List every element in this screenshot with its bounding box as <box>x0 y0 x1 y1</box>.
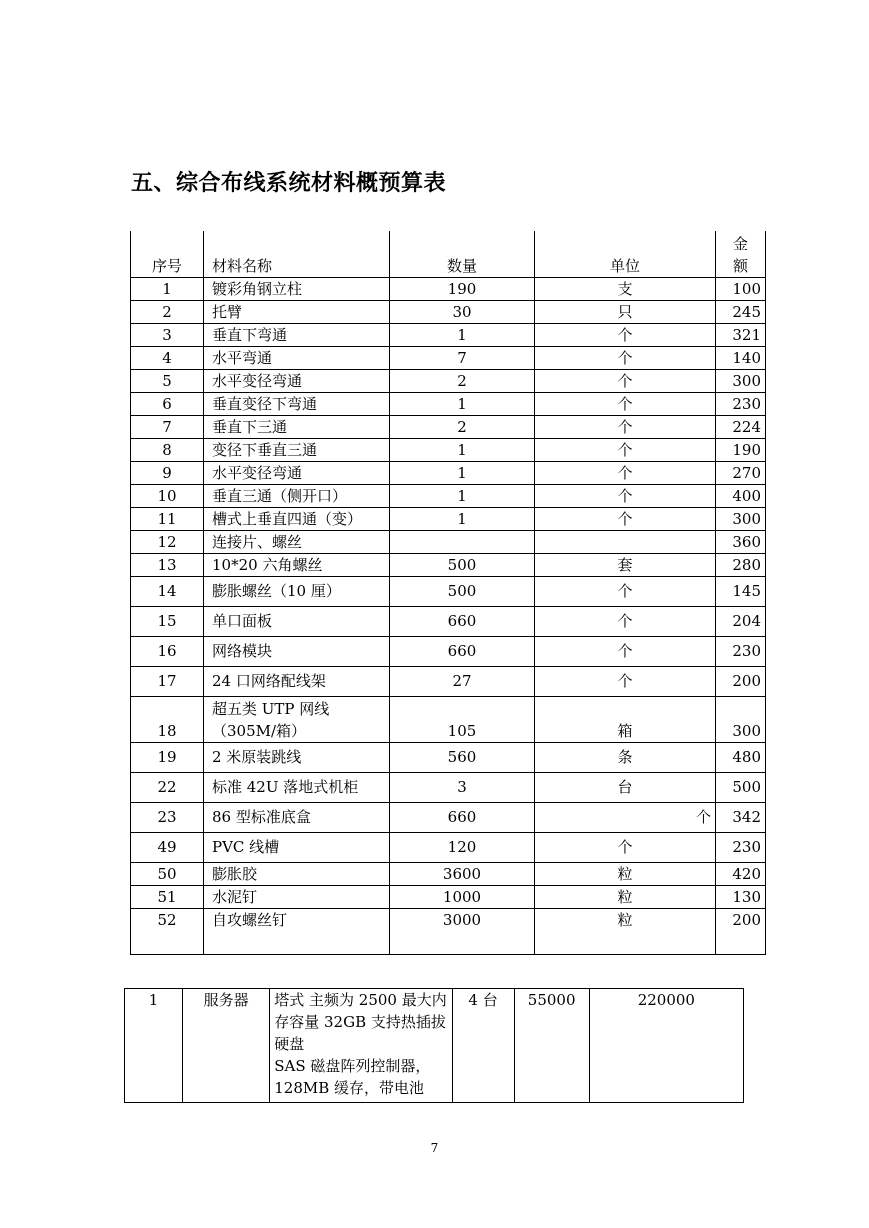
cell-seq: 1 <box>131 277 204 300</box>
cell-qty: 2 <box>390 415 535 438</box>
cell-unit: 个 <box>535 438 716 461</box>
cell-qty: 1 <box>390 392 535 415</box>
cell-qty: 27 <box>390 666 535 696</box>
cell-unit: 条 <box>535 742 716 772</box>
cell-name: 水平变径弯通 <box>204 369 390 392</box>
cell-seq: 16 <box>131 636 204 666</box>
cell-unit: 个 <box>535 415 716 438</box>
header-seq: 序号 <box>131 231 204 277</box>
cell-name: 水平变径弯通 <box>204 461 390 484</box>
server-qty: 4 台 <box>452 989 514 1103</box>
cell-name: 水平弯通 <box>204 346 390 369</box>
cell-amount: 420 <box>716 862 766 885</box>
cell-amount: 360 <box>716 530 766 553</box>
cell-amount: 224 <box>716 415 766 438</box>
cell-qty: 500 <box>390 576 535 606</box>
cell-unit: 个 <box>535 484 716 507</box>
server-spec: 塔式 主频为 2500 最大内存容量 32GB 支持热插拔硬盘 SAS 磁盘阵列控制器，128MB 缓存，带电池 <box>270 989 452 1103</box>
cell-name: 2 米原装跳线 <box>204 742 390 772</box>
table-row <box>131 392 766 415</box>
cell-qty: 120 <box>390 832 535 862</box>
cell-unit: 个 <box>535 346 716 369</box>
cell-seq: 7 <box>131 415 204 438</box>
cell-seq: 11 <box>131 507 204 530</box>
cell-amount: 204 <box>716 606 766 636</box>
cell-amount: 245 <box>716 300 766 323</box>
cell-seq: 17 <box>131 666 204 696</box>
header-qty: 数量 <box>390 231 535 277</box>
cell-name: 网络模块 <box>204 636 390 666</box>
cell-qty: 3 <box>390 772 535 802</box>
cell-unit: 只 <box>535 300 716 323</box>
cell-unit: 支 <box>535 277 716 300</box>
cell-seq: 8 <box>131 438 204 461</box>
table-row <box>131 277 766 300</box>
cell-seq: 12 <box>131 530 204 553</box>
cell-unit: 台 <box>535 772 716 802</box>
cell-seq: 9 <box>131 461 204 484</box>
table-row <box>131 438 766 461</box>
cell-name: PVC 线槽 <box>204 832 390 862</box>
table-row <box>131 461 766 484</box>
cell-amount: 342 <box>716 802 766 832</box>
cell-amount: 130 <box>716 885 766 908</box>
cell-seq: 6 <box>131 392 204 415</box>
table-row <box>131 832 766 862</box>
cell-name: 变径下垂直三通 <box>204 438 390 461</box>
cell-qty: 1 <box>390 323 535 346</box>
cell-unit: 个 <box>535 392 716 415</box>
cell-amount: 145 <box>716 576 766 606</box>
cell-name: 镀彩角钢立柱 <box>204 277 390 300</box>
page-title: 五、综合布线系统材料概预算表 <box>131 171 447 196</box>
cell-name: 垂直三通（侧开口） <box>204 484 390 507</box>
cell-unit: 个 <box>535 323 716 346</box>
table-row <box>131 802 766 832</box>
cell-unit: 个 <box>535 832 716 862</box>
header-amount: 金 额 <box>716 231 766 277</box>
cell-seq: 3 <box>131 323 204 346</box>
cell-amount: 400 <box>716 484 766 507</box>
cell-qty: 105 <box>390 696 535 742</box>
table-row <box>131 885 766 908</box>
cell-name: 标准 42U 落地式机柜 <box>204 772 390 802</box>
cell-unit: 个 <box>535 507 716 530</box>
cell-amount: 100 <box>716 277 766 300</box>
cell-amount: 270 <box>716 461 766 484</box>
table-row <box>131 862 766 885</box>
cell-unit: 个 <box>535 666 716 696</box>
table-row <box>131 606 766 636</box>
cell-amount: 280 <box>716 553 766 576</box>
cell-seq: 15 <box>131 606 204 636</box>
server-table <box>124 988 744 1103</box>
cell-seq: 22 <box>131 772 204 802</box>
cell-qty: 660 <box>390 636 535 666</box>
cell-unit: 个 <box>535 369 716 392</box>
table-row <box>131 666 766 696</box>
cell-name: 槽式上垂直四通（变） <box>204 507 390 530</box>
cell-name: 10*20 六角螺丝 <box>204 553 390 576</box>
cell-amount: 300 <box>716 507 766 530</box>
cell-unit: 粒 <box>535 862 716 885</box>
cell-unit: 粒 <box>535 885 716 908</box>
cell-amount: 230 <box>716 832 766 862</box>
server-name: 服务器 <box>183 989 270 1103</box>
cell-seq: 10 <box>131 484 204 507</box>
cell-seq: 51 <box>131 885 204 908</box>
table-row <box>131 323 766 346</box>
cell-name: 单口面板 <box>204 606 390 636</box>
table-row <box>131 742 766 772</box>
table-row <box>131 696 766 742</box>
cell-qty: 500 <box>390 553 535 576</box>
table-row <box>131 530 766 553</box>
table-row <box>131 636 766 666</box>
cell-amount: 200 <box>716 666 766 696</box>
materials-table <box>130 231 766 955</box>
cell-amount: 140 <box>716 346 766 369</box>
cell-seq: 13 <box>131 553 204 576</box>
cell-qty: 3000 <box>390 908 535 954</box>
cell-seq: 2 <box>131 300 204 323</box>
cell-qty: 1000 <box>390 885 535 908</box>
page-number: 7 <box>430 1141 439 1155</box>
cell-seq: 18 <box>131 696 204 742</box>
cell-qty: 660 <box>390 606 535 636</box>
cell-amount: 230 <box>716 392 766 415</box>
cell-name: 垂直变径下弯通 <box>204 392 390 415</box>
table-row <box>131 507 766 530</box>
cell-name: 垂直下弯通 <box>204 323 390 346</box>
cell-qty: 1 <box>390 438 535 461</box>
server-total: 220000 <box>589 989 743 1103</box>
table-row <box>131 369 766 392</box>
table-row <box>131 346 766 369</box>
cell-qty: 30 <box>390 300 535 323</box>
cell-seq: 23 <box>131 802 204 832</box>
cell-qty <box>390 530 535 553</box>
cell-unit: 个 <box>535 461 716 484</box>
cell-qty: 560 <box>390 742 535 772</box>
cell-seq: 4 <box>131 346 204 369</box>
cell-amount: 190 <box>716 438 766 461</box>
cell-unit: 个 <box>535 576 716 606</box>
cell-amount: 200 <box>716 908 766 954</box>
header-unit: 单位 <box>535 231 716 277</box>
cell-amount: 230 <box>716 636 766 666</box>
table-row <box>131 300 766 323</box>
cell-name: 膨胀螺丝（10 厘） <box>204 576 390 606</box>
cell-unit <box>535 530 716 553</box>
cell-seq: 14 <box>131 576 204 606</box>
table-row <box>131 772 766 802</box>
cell-amount: 321 <box>716 323 766 346</box>
cell-seq: 50 <box>131 862 204 885</box>
cell-name: 膨胀胶 <box>204 862 390 885</box>
cell-unit: 个 <box>535 636 716 666</box>
cell-qty: 7 <box>390 346 535 369</box>
cell-unit: 个 <box>535 802 716 832</box>
cell-qty: 3600 <box>390 862 535 885</box>
cell-qty: 1 <box>390 461 535 484</box>
cell-name: 垂直下三通 <box>204 415 390 438</box>
cell-unit: 箱 <box>535 696 716 742</box>
cell-qty: 1 <box>390 507 535 530</box>
server-unit-price: 55000 <box>514 989 589 1103</box>
cell-unit: 粒 <box>535 908 716 954</box>
cell-unit: 个 <box>535 606 716 636</box>
cell-seq: 49 <box>131 832 204 862</box>
table-row <box>131 484 766 507</box>
table-row <box>131 576 766 606</box>
cell-name: 托臂 <box>204 300 390 323</box>
cell-name: 24 口网络配线架 <box>204 666 390 696</box>
cell-qty: 660 <box>390 802 535 832</box>
table-row <box>125 989 744 1103</box>
cell-qty: 1 <box>390 484 535 507</box>
cell-amount: 300 <box>716 369 766 392</box>
cell-amount: 300 <box>716 696 766 742</box>
cell-seq: 52 <box>131 908 204 954</box>
cell-name: 超五类 UTP 网线 （305M/箱） <box>204 696 390 742</box>
table-header-row <box>131 231 766 277</box>
cell-name: 86 型标准底盒 <box>204 802 390 832</box>
table-row <box>131 415 766 438</box>
cell-qty: 190 <box>390 277 535 300</box>
cell-amount: 500 <box>716 772 766 802</box>
server-no: 1 <box>125 989 183 1103</box>
table-row <box>131 553 766 576</box>
cell-seq: 19 <box>131 742 204 772</box>
header-name: 材料名称 <box>204 231 390 277</box>
cell-name: 连接片、螺丝 <box>204 530 390 553</box>
table-row <box>131 908 766 954</box>
cell-qty: 2 <box>390 369 535 392</box>
cell-name: 自攻螺丝钉 <box>204 908 390 954</box>
cell-name: 水泥钉 <box>204 885 390 908</box>
cell-amount: 480 <box>716 742 766 772</box>
cell-unit: 套 <box>535 553 716 576</box>
cell-seq: 5 <box>131 369 204 392</box>
